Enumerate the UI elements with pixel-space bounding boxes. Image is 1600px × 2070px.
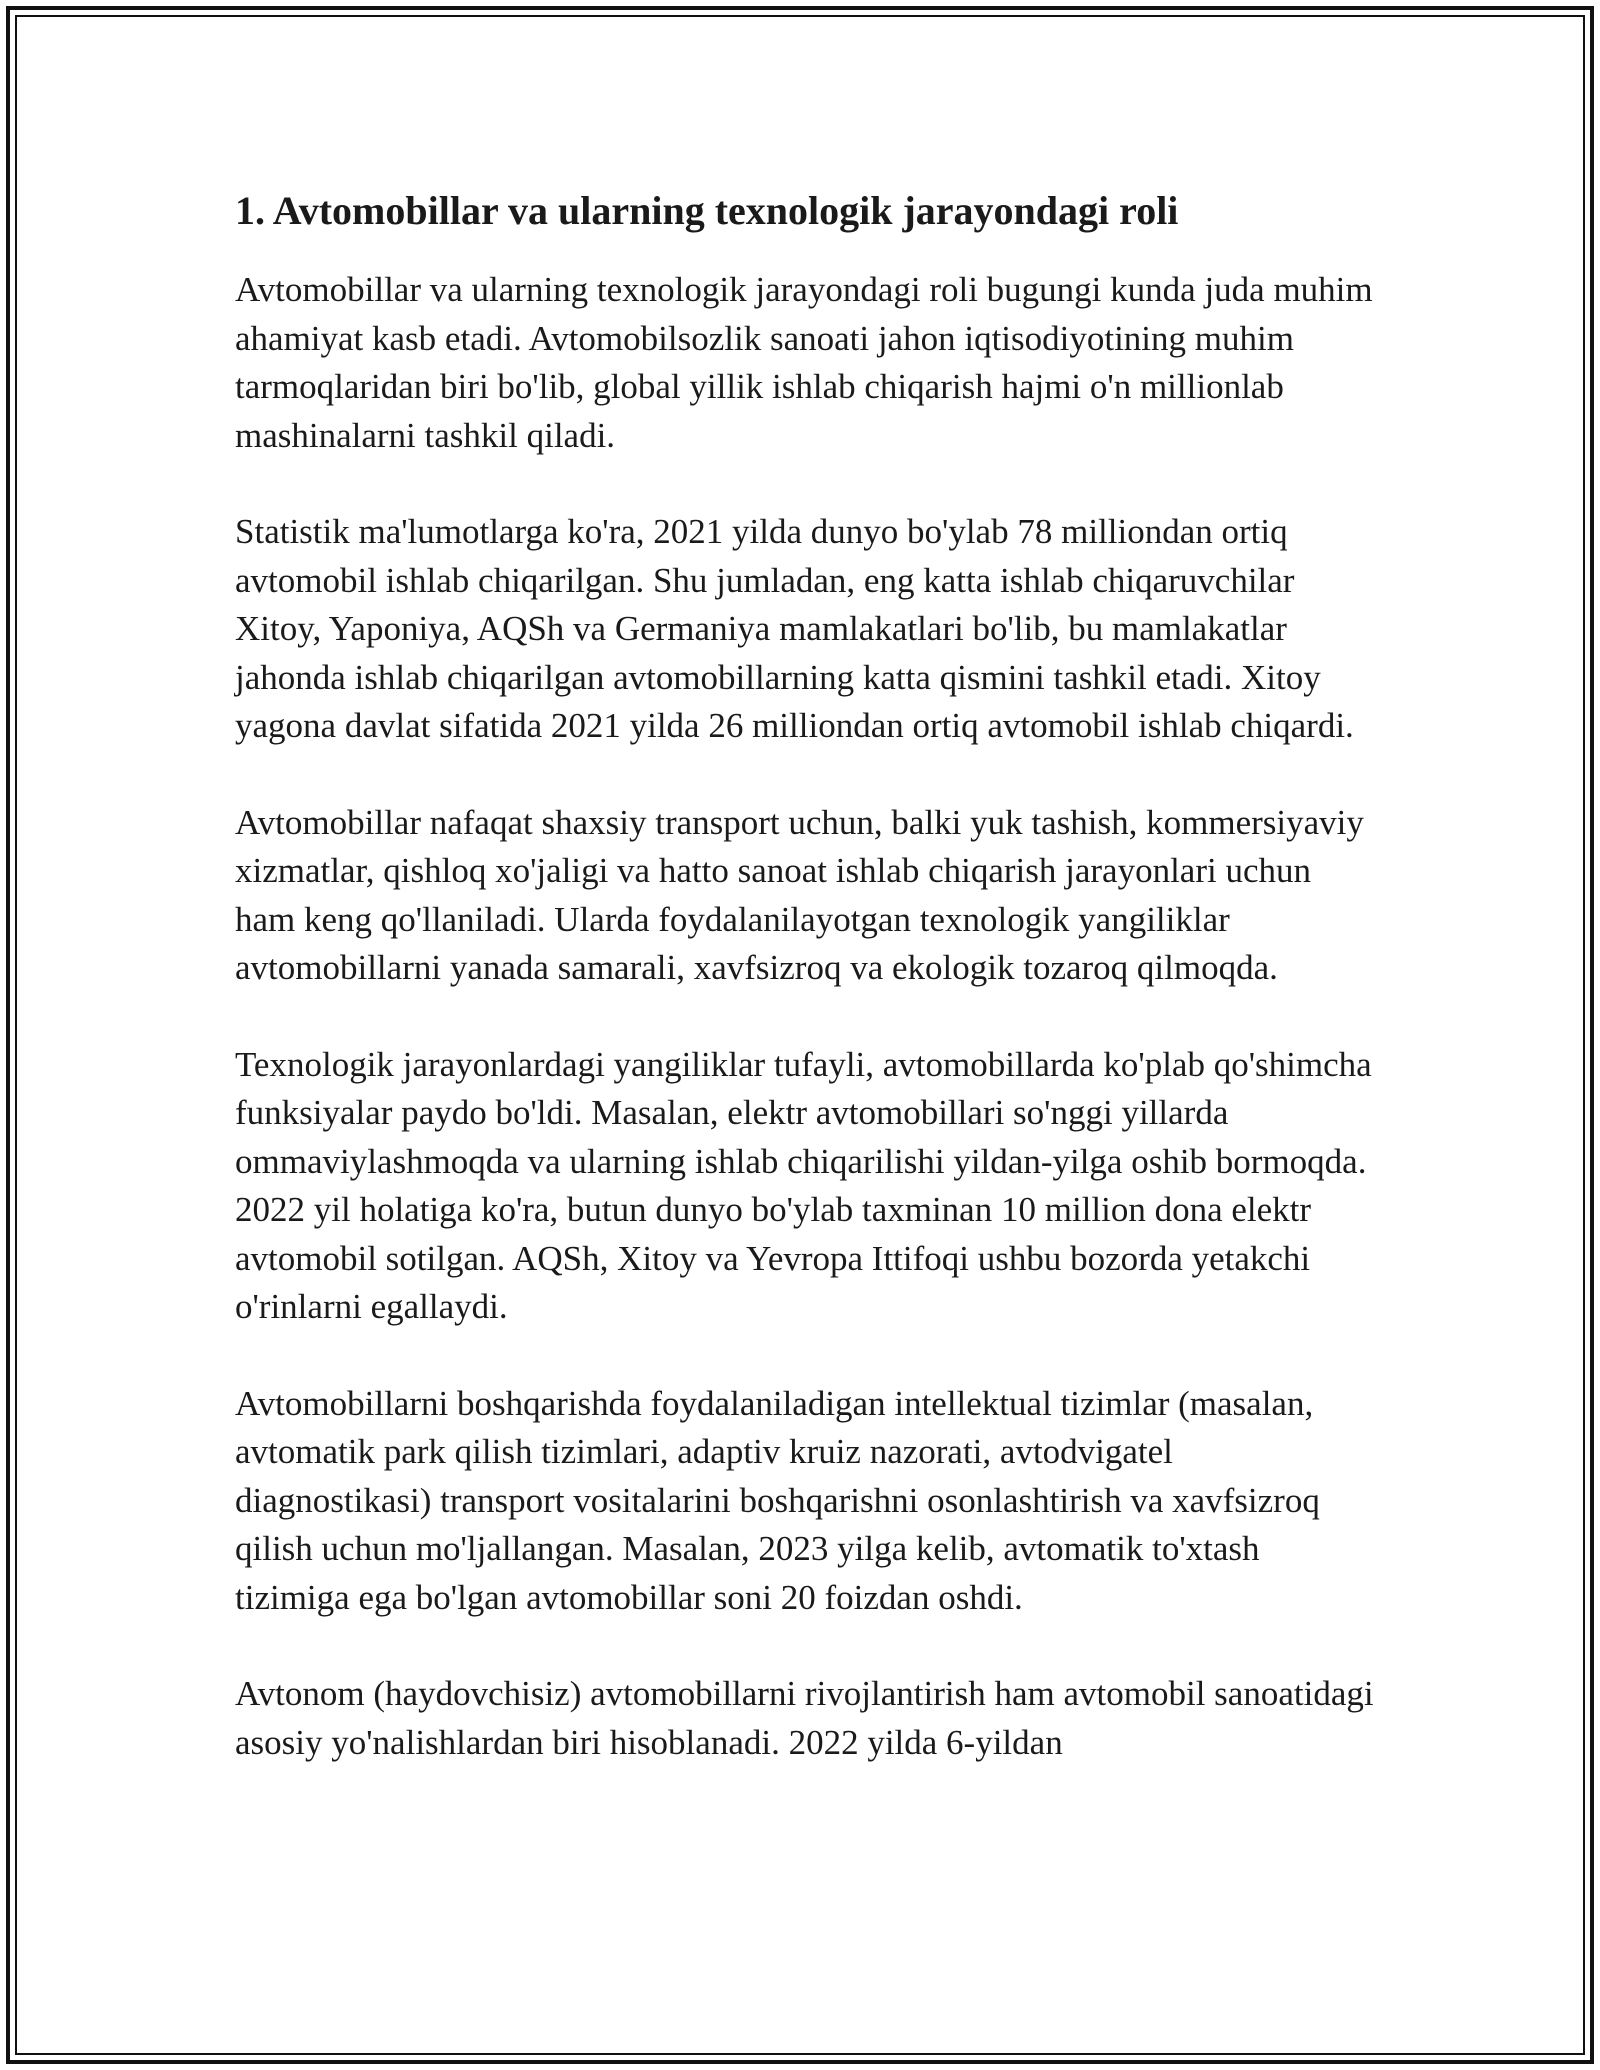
paragraph-usage: Avtomobillar nafaqat shaxsiy transport uchun, balki yuk tashish, kommersiyaviy xizmatlar, qishloq xo'jaligi va hatto sanoat ishlab chiqarish jarayonlari uchun ham keng qo'llaniladi. Ularda foydalanilayotgan texnologik yangiliklar avtomobillarni yanada samarali, xavfsizroq va ekologik tozaroq qilmoqda. <box>235 802 1364 987</box>
paragraph-electric-cars: Texnologik jarayonlardagi yangiliklar tufayli, avtomobillarda ko'plab qo'shimcha funksiyalar paydo bo'ldi. Masalan, elektr avtomobillari so'nggi yillarda ommaviylashmoqda va ularning ishlab chiqarilishi yildan-yilga oshib bormoqda. 2022 yil holatiga ko'ra, butun dunyo bo'ylab taxminan 10 million dona elektr avtomobil sotilgan. AQSh, Xitoy va Yevropa Ittifoqi ushbu bozorda yetakchi o'rinlarni egallaydi. <box>235 1044 1372 1326</box>
document-body <box>235 186 1375 1815</box>
paragraph-intelligent-systems: Avtomobillarni boshqarishda foydalaniladigan intellektual tizimlar (masalan, avtomatik park qilish tizimlari, adaptiv kruiz nazorati, avtodvigatel diagnostikasi) transport vositalarini boshqarishni osonlashtirish va xavfsizroq qilish uchun mo'ljallangan. Masalan, 2023 yilga kelib, avtomatik to'xtash tizimiga ega bo'lgan avtomobillar soni 20 foizdan oshdi. <box>235 1383 1320 1617</box>
section-heading: 1. Avtomobillar va ularning texnologik jarayondagi roli <box>235 188 1179 233</box>
paragraph-autonomous: Avtonom (haydovchisiz) avtomobillarni rivojlantirish ham avtomobil sanoatidagi asosiy yo'nalishlardan biri hisoblanadi. 2022 yilda 6-yildan <box>235 1674 1374 1762</box>
paragraph-statistics: Statistik ma'lumotlarga ko'ra, 2021 yilda dunyo bo'ylab 78 milliondan ortiq avtomobil ishlab chiqarilgan. Shu jumladan, eng katta ishlab chiqaruvchilar Xitoy, Yaponiya, AQSh va Germaniya mamlakatlari bo'lib, bu mamlakatlar jahonda ishlab chiqarilgan avtomobillarning katta qismini tashkil etadi. Xitoy yagona davlat sifatida 2021 yilda 26 milliondan ortiq avtomobil ishlab chiqardi. <box>235 512 1354 745</box>
paragraph-intro: Avtomobillar va ularning texnologik jarayondagi roli bugungi kunda juda muhim ahamiyat kasb etadi. Avtomobilsozlik sanoati jahon iqtisodiyotining muhim tarmoqlaridan biri bo'lib, global yillik ishlab chiqarish hajmi o'n millionlab mashinalarni tashkil qiladi. <box>235 270 1373 455</box>
